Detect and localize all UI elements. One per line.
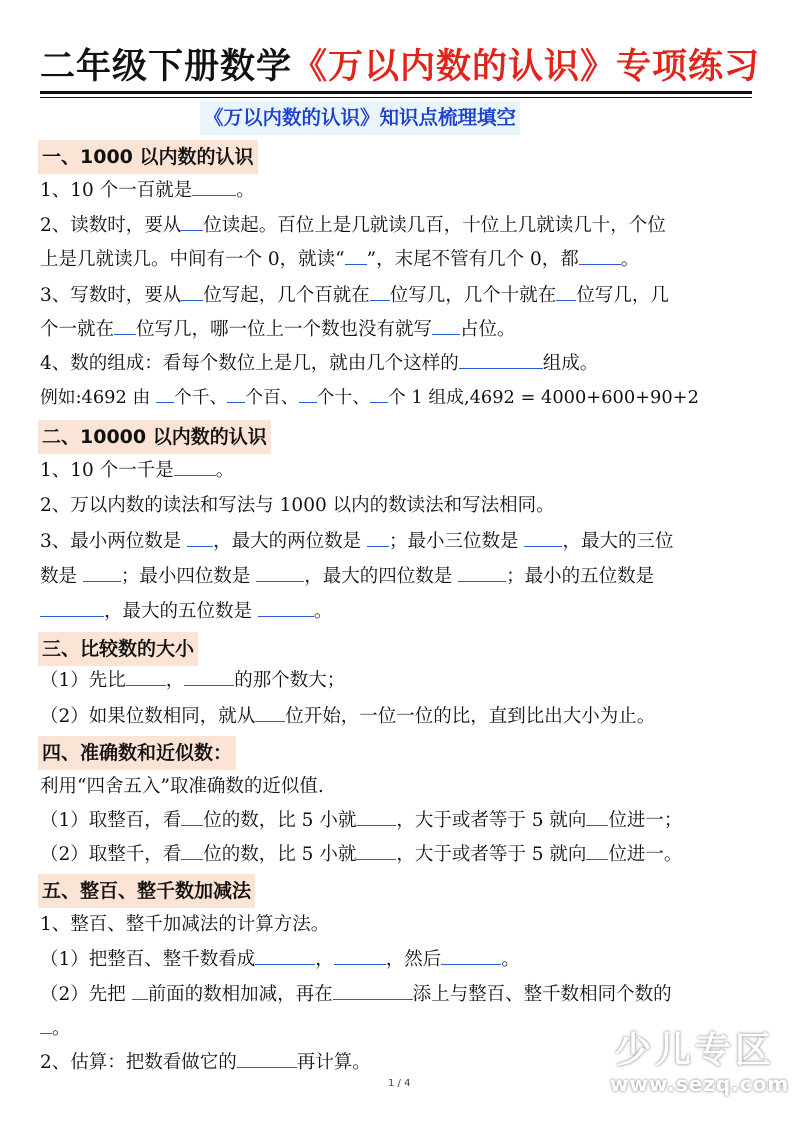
watermark-text: 少儿专区 <box>614 1030 775 1071</box>
answer-blank[interactable] <box>255 946 315 965</box>
answer-blank[interactable] <box>156 384 174 403</box>
text-line: 例如:4692 由 个千、 个百、 个十、 个 1 组成,4692 = 4000+600+90+2 <box>40 383 699 413</box>
answer-blank[interactable] <box>441 946 501 965</box>
text-line: ，最大的五位数是 。 <box>40 597 332 627</box>
answer-blank[interactable] <box>299 384 317 403</box>
text-line: （1）取整百，看 位的数，比 5 小就 ，大于或者等于 5 就向 位进一； <box>40 806 682 836</box>
text-line: 利用“四舍五入”取准确数的近似值. <box>40 776 324 797</box>
title-rule-thin <box>40 97 752 98</box>
answer-blank[interactable] <box>181 807 203 826</box>
title-highlight: 《万以内数的认识》专项练习 <box>292 47 761 87</box>
text-line: 2、估算：把数看做它的 再计算。 <box>40 1048 371 1078</box>
answer-blank[interactable] <box>579 246 621 265</box>
answer-blank[interactable] <box>174 457 216 476</box>
answer-blank[interactable] <box>192 177 236 196</box>
text-line: 1、10 个一百就是 。 <box>40 176 255 206</box>
answer-blank[interactable] <box>334 946 386 965</box>
text-line: （1）把整百、整千数看成 ， ，然后 。 <box>40 945 520 975</box>
text-line: （2）取整千，看 位的数，比 5 小就 ，大于或者等于 5 就向 位进一。 <box>40 840 682 870</box>
text-line: （1）先比 ， 的那个数大； <box>40 666 345 696</box>
section-heading-4: 四、准确数和近似数： <box>38 736 236 770</box>
text-line: 。 <box>40 1014 71 1044</box>
answer-blank[interactable] <box>114 316 136 335</box>
section-heading-1: 一、1000 以内数的认识 <box>38 140 258 174</box>
page-title <box>0 42 800 92</box>
text-line: 3、写数时，要从 位写起，几个百就在 位写几，几个十就在 位写几，几 <box>40 281 669 311</box>
answer-blank[interactable] <box>524 528 562 547</box>
answer-blank[interactable] <box>181 841 203 860</box>
text-line: 1、10 个一千是 。 <box>40 456 234 486</box>
answer-blank[interactable] <box>187 528 213 547</box>
text-line: 4、数的组成：看每个数位上是几，就由几个这样的 组成。 <box>40 349 598 379</box>
text-line: 上是几就读几。中间有一个 0，就读“ ”，末尾不管有几个 0，都 。 <box>40 245 639 275</box>
answer-blank[interactable] <box>126 667 166 686</box>
text-line: 3、最小两位数是 ，最大的两位数是 ；最小三位数是 ，最大的三位 <box>40 527 673 557</box>
text-line: 2、读数时，要从 位读起。百位上是几就读几百，十位上几就读几十，个位 <box>40 211 666 241</box>
text-line: 数是 ；最小四位数是 ，最大的四位数是 ；最小的五位数是 <box>40 562 654 592</box>
answer-blank[interactable] <box>367 528 389 547</box>
answer-blank[interactable] <box>370 282 390 301</box>
answer-blank[interactable] <box>181 282 203 301</box>
watermark-url: www.sezq.com <box>610 1072 790 1096</box>
answer-blank[interactable] <box>258 598 314 617</box>
answer-blank[interactable] <box>458 563 506 582</box>
answer-blank[interactable] <box>83 563 121 582</box>
answer-blank[interactable] <box>586 841 608 860</box>
answer-blank[interactable] <box>181 212 203 231</box>
answer-blank[interactable] <box>459 350 543 369</box>
answer-blank[interactable] <box>356 841 396 860</box>
answer-blank[interactable] <box>255 703 285 722</box>
page-number: 1 / 4 <box>388 1078 411 1089</box>
answer-blank[interactable] <box>333 981 413 1000</box>
answer-blank[interactable] <box>370 384 388 403</box>
answer-blank[interactable] <box>237 1049 297 1068</box>
answer-blank[interactable] <box>556 282 576 301</box>
section-heading-2: 二、10000 以内数的认识 <box>38 420 271 454</box>
title-prefix: 二年级下册数学 <box>39 47 292 87</box>
answer-blank[interactable] <box>227 384 245 403</box>
watermark <box>610 1030 790 1096</box>
subtitle: 《万以内数的认识》知识点梳理填空 <box>200 101 520 135</box>
answer-blank[interactable] <box>586 807 608 826</box>
answer-blank[interactable] <box>345 246 367 265</box>
answer-blank[interactable] <box>256 563 304 582</box>
text-line: （2）先把 前面的数相加减，再在 添上与整百、整千数相同个数的 <box>40 980 672 1010</box>
answer-blank[interactable] <box>132 981 148 1000</box>
section-heading-3: 三、比较数的大小 <box>38 632 198 666</box>
text-line: 1、整百、整千加减法的计算方法。 <box>40 914 330 935</box>
answer-blank[interactable] <box>356 807 396 826</box>
section-heading-5: 五、整百、整千数加减法 <box>38 874 255 908</box>
answer-blank[interactable] <box>40 598 104 617</box>
answer-blank[interactable] <box>184 667 234 686</box>
text-line: 个一就在 位写几，哪一位上一个数也没有就写 占位。 <box>40 315 516 345</box>
text-line: 2、万以内数的读法和写法与 1000 以内的数读法和写法相同。 <box>40 495 555 516</box>
text-line: （2）如果位数相同，就从 位开始，一位一位的比，直到比出大小为止。 <box>40 702 655 732</box>
answer-blank[interactable] <box>432 316 460 335</box>
title-rule-thick <box>40 91 752 94</box>
answer-blank[interactable] <box>40 1015 52 1034</box>
